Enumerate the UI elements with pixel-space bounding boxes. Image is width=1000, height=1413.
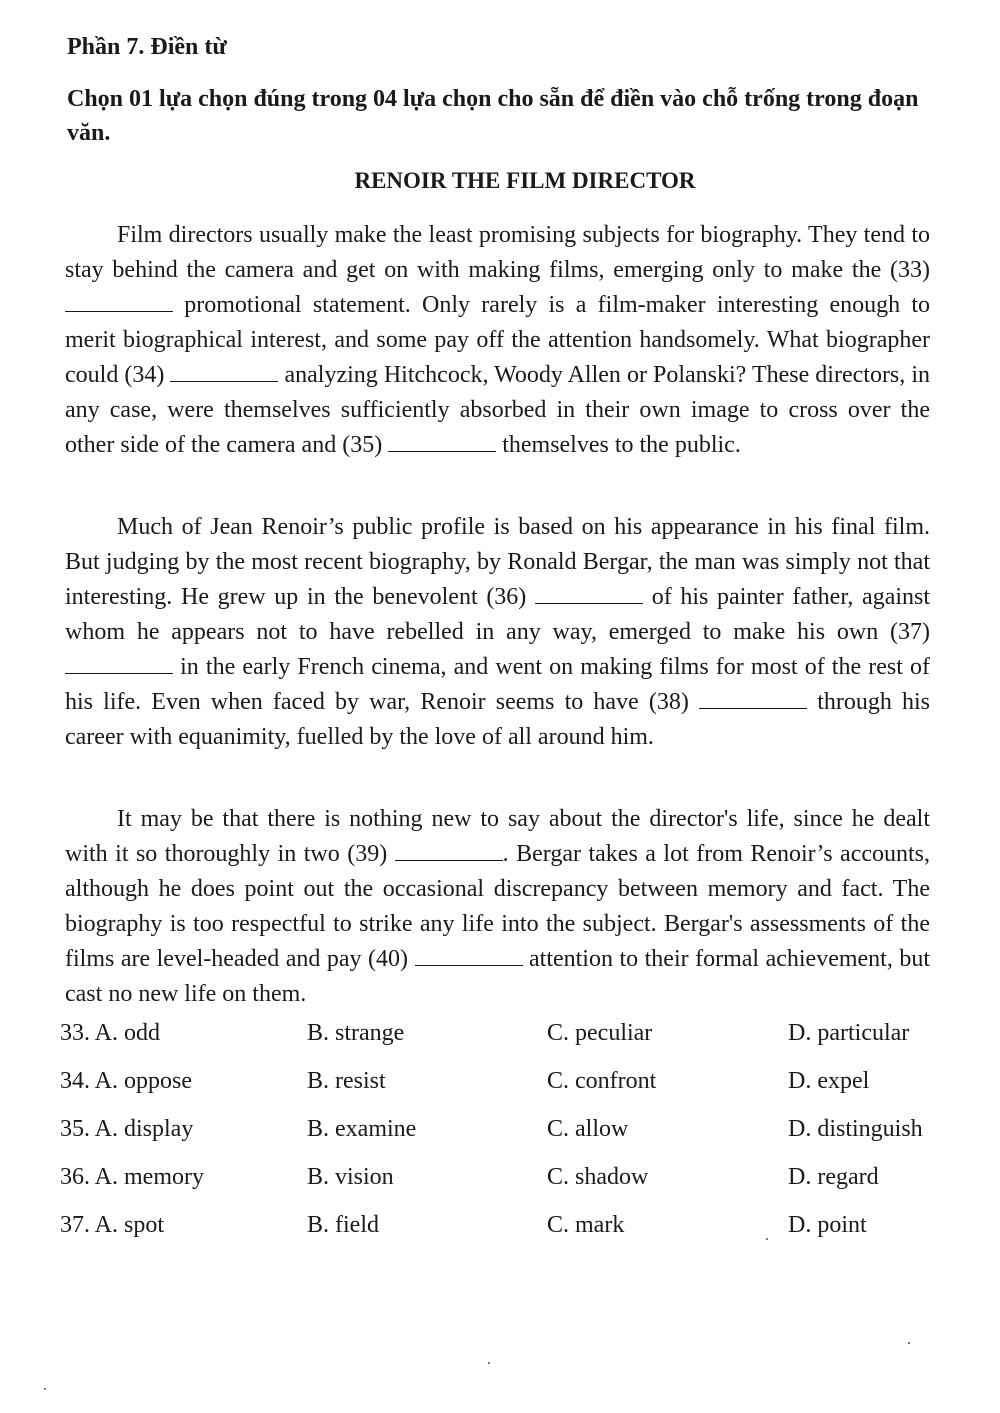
blank-34: [170, 363, 278, 382]
answer-options: [60, 1020, 940, 1260]
option-37-b[interactable]: B. field: [307, 1212, 379, 1238]
question-row-37: [60, 1212, 940, 1260]
paragraph-3-text-3: attention to their formal achievement, but cast no new life on them.: [65, 946, 931, 1007]
option-37-d[interactable]: D. point: [788, 1212, 867, 1238]
option-35-b[interactable]: B. examine: [307, 1116, 417, 1142]
option-37-c[interactable]: C. mark: [547, 1212, 625, 1238]
blank-38: [699, 690, 807, 709]
section-title: Phần 7. Điền từ: [67, 34, 227, 60]
option-33-a[interactable]: 33. A. odd: [60, 1020, 161, 1046]
passage-title: RENOIR THE FILM DIRECTOR: [354, 168, 696, 193]
paragraph-3-text-1: It may be that there is nothing new to say about the director's life, since he dealt with it so thoroughly in two (39): [65, 806, 930, 867]
instruction-text: Chọn 01 lựa chọn đúng trong 04 lựa chọn cho sẵn để điền vào chỗ trống trong đoạn văn.: [67, 86, 919, 146]
paragraph-3: [65, 802, 930, 1012]
option-34-c[interactable]: C. confront: [547, 1068, 657, 1094]
paragraph-1-text-2: promotional statement. Only rarely is a film-maker interesting enough to merit biographical interest, and some pay off the attention handsomely. What biographer could (34): [65, 292, 931, 388]
option-36-a[interactable]: 36. A. memory: [60, 1164, 204, 1190]
blank-37: [65, 655, 173, 674]
option-37-a[interactable]: 37. A. spot: [60, 1212, 165, 1238]
paragraph-2-text-4: through his career with equanimity, fuelled by the love of all around him.: [65, 689, 931, 750]
paragraph-1-text-4: themselves to the public.: [502, 432, 741, 458]
option-35-d[interactable]: D. distinguish: [788, 1116, 923, 1142]
option-33-b[interactable]: B. strange: [307, 1020, 405, 1046]
option-35-c[interactable]: C. allow: [547, 1116, 629, 1142]
paragraph-2: [65, 510, 930, 755]
paragraph-3-text-2: . Bergar takes a lot from Renoir’s accounts, although he does point out the occasional discrepancy between memory and fact. The biography is too respectful to strike any life into the subject. Bergar's assessments of the films are level-headed and pay (40): [65, 841, 931, 972]
paragraph-1: [65, 218, 930, 463]
scan-speck: [488, 1362, 490, 1364]
option-33-d[interactable]: D. particular: [788, 1020, 910, 1046]
option-36-b[interactable]: B. vision: [307, 1164, 394, 1190]
question-row-36: [60, 1164, 940, 1212]
question-row-33: [60, 1020, 940, 1068]
scan-speck: [44, 1388, 46, 1390]
paragraph-2-text-1: Much of Jean Renoir’s public profile is based on his appearance in his final film. But judging by the most recent biography, by Ronald Bergar, the man was simply not that interesting. He grew up in the benevolent (36): [65, 514, 930, 610]
blank-33: [65, 293, 173, 312]
option-36-d[interactable]: D. regard: [788, 1164, 879, 1190]
paragraph-1-text-1: Film directors usually make the least promising subjects for biography. They tend to stay behind the camera and get on with making films, emerging only to make the (33): [65, 222, 930, 283]
paragraph-2-text-2: of his painter father, against whom he appears not to have rebelled in any way, emerged to make his own (37): [65, 584, 931, 645]
blank-40: [415, 947, 523, 966]
option-34-b[interactable]: B. resist: [307, 1068, 386, 1094]
option-36-c[interactable]: C. shadow: [547, 1164, 649, 1190]
blank-36: [535, 585, 643, 604]
option-35-a[interactable]: 35. A. display: [60, 1116, 194, 1142]
paragraph-2-text-3: in the early French cinema, and went on making films for most of the rest of his life. Even when faced by war, Renoir seems to have (38): [65, 654, 931, 715]
option-34-d[interactable]: D. expel: [788, 1068, 870, 1094]
scan-speck: [766, 1238, 768, 1240]
blank-39: [395, 842, 503, 861]
question-row-35: [60, 1116, 940, 1164]
option-33-c[interactable]: C. peculiar: [547, 1020, 653, 1046]
scan-speck: [908, 1342, 910, 1344]
question-row-34: [60, 1068, 940, 1116]
option-34-a[interactable]: 34. A. oppose: [60, 1068, 192, 1094]
blank-35: [388, 433, 496, 452]
paragraph-1-text-3: analyzing Hitchcock, Woody Allen or Polanski? These directors, in any case, were themselves sufficiently absorbed in their own image to cross over the other side of the camera and (35): [65, 362, 931, 458]
